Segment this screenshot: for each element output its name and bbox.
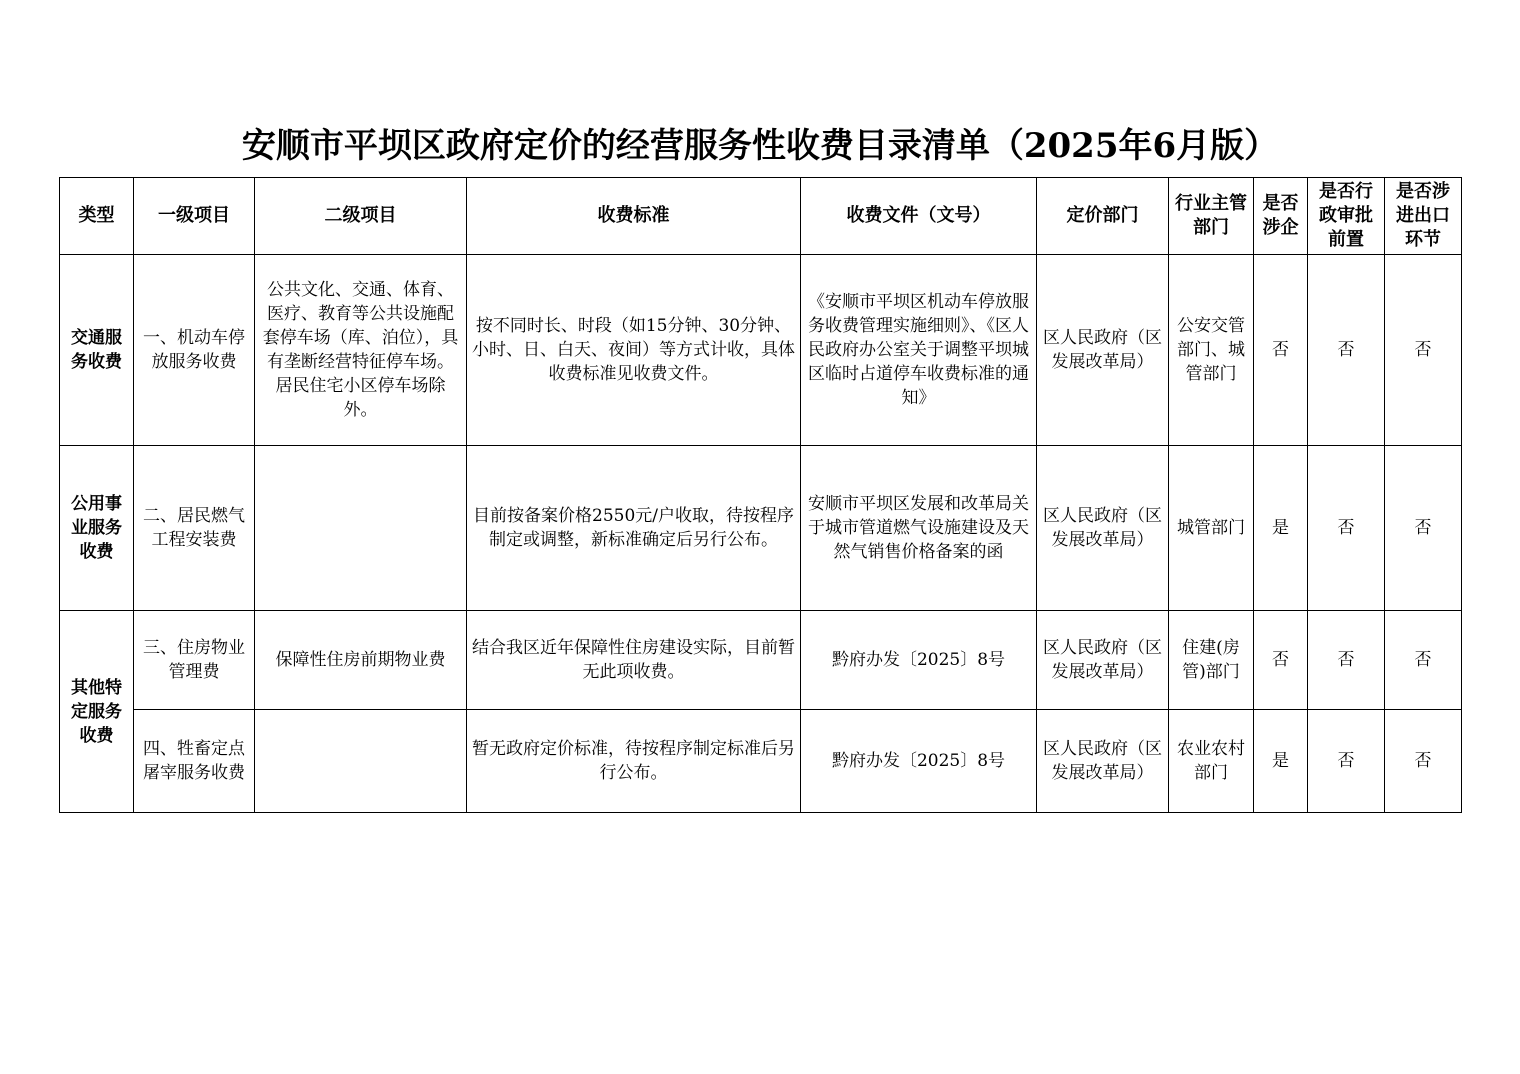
cell-enterprise: 否 bbox=[1254, 255, 1308, 446]
header-pricing-dept: 定价部门 bbox=[1037, 178, 1169, 255]
cell-standard: 结合我区近年保障性住房建设实际，目前暂无此项收费。 bbox=[467, 611, 801, 710]
cell-level2: 公共文化、交通、体育、医疗、教育等公共设施配套停车场（库、泊位），具有垄断经营特征停车场。居民住宅小区停车场除外。 bbox=[255, 255, 467, 446]
header-level1: 一级项目 bbox=[134, 178, 255, 255]
cell-admin-approval: 否 bbox=[1308, 611, 1385, 710]
cell-import-export: 否 bbox=[1385, 446, 1462, 611]
fee-table bbox=[59, 177, 1462, 813]
table-row bbox=[60, 446, 1462, 611]
cell-document: 《安顺市平坝区机动车停放服务收费管理实施细则》、《区人民政府办公室关于调整平坝城区临时占道停车收费标准的通知》 bbox=[801, 255, 1037, 446]
cell-standard: 目前按备案价格2550元/户收取，待按程序制定或调整，新标准确定后另行公布。 bbox=[467, 446, 801, 611]
category-utility: 公用事业服务收费 bbox=[60, 446, 134, 611]
cell-pricing-dept: 区人民政府（区发展改革局） bbox=[1037, 710, 1169, 813]
cell-industry-dept: 公安交管部门、城管部门 bbox=[1169, 255, 1254, 446]
cell-standard: 暂无政府定价标准，待按程序制定标准后另行公布。 bbox=[467, 710, 801, 813]
cell-import-export: 否 bbox=[1385, 710, 1462, 813]
cell-import-export: 否 bbox=[1385, 611, 1462, 710]
document-title: 安顺市平坝区政府定价的经营服务性收费目录清单（2025年6月版） bbox=[241, 126, 1279, 166]
cell-enterprise: 否 bbox=[1254, 611, 1308, 710]
cell-pricing-dept: 区人民政府（区发展改革局） bbox=[1037, 611, 1169, 710]
header-admin-approval: 是否行政审批前置 bbox=[1308, 178, 1385, 255]
cell-level1: 四、牲畜定点屠宰服务收费 bbox=[134, 710, 255, 813]
cell-enterprise: 是 bbox=[1254, 710, 1308, 813]
cell-level1: 三、住房物业管理费 bbox=[134, 611, 255, 710]
cell-industry-dept: 城管部门 bbox=[1169, 446, 1254, 611]
header-import-export: 是否涉进出口环节 bbox=[1385, 178, 1462, 255]
cell-import-export: 否 bbox=[1385, 255, 1462, 446]
header-enterprise: 是否涉企 bbox=[1254, 178, 1308, 255]
cell-standard: 按不同时长、时段（如15分钟、30分钟、小时、日、白天、夜间）等方式计收，具体收费标准见收费文件。 bbox=[467, 255, 801, 446]
header-document: 收费文件（文号） bbox=[801, 178, 1037, 255]
cell-admin-approval: 否 bbox=[1308, 255, 1385, 446]
header-industry-dept: 行业主管部门 bbox=[1169, 178, 1254, 255]
category-other: 其他特定服务收费 bbox=[60, 611, 134, 813]
cell-level1: 二、居民燃气工程安装费 bbox=[134, 446, 255, 611]
cell-level2 bbox=[255, 446, 467, 611]
cell-pricing-dept: 区人民政府（区发展改革局） bbox=[1037, 446, 1169, 611]
cell-admin-approval: 否 bbox=[1308, 446, 1385, 611]
header-standard: 收费标准 bbox=[467, 178, 801, 255]
cell-pricing-dept: 区人民政府（区发展改革局） bbox=[1037, 255, 1169, 446]
header-level2: 二级项目 bbox=[255, 178, 467, 255]
cell-industry-dept: 农业农村部门 bbox=[1169, 710, 1254, 813]
cell-admin-approval: 否 bbox=[1308, 710, 1385, 813]
cell-enterprise: 是 bbox=[1254, 446, 1308, 611]
cell-level1: 一、机动车停放服务收费 bbox=[134, 255, 255, 446]
table-row bbox=[60, 611, 1462, 710]
cell-level2 bbox=[255, 710, 467, 813]
cell-document: 黔府办发〔2025〕8号 bbox=[801, 611, 1037, 710]
cell-industry-dept: 住建(房管)部门 bbox=[1169, 611, 1254, 710]
cell-level2: 保障性住房前期物业费 bbox=[255, 611, 467, 710]
cell-document: 安顺市平坝区发展和改革局关于城市管道燃气设施建设及天然气销售价格备案的函 bbox=[801, 446, 1037, 611]
cell-document: 黔府办发〔2025〕8号 bbox=[801, 710, 1037, 813]
table-row bbox=[60, 255, 1462, 446]
header-type: 类型 bbox=[60, 178, 134, 255]
table-header-row bbox=[60, 178, 1462, 255]
category-traffic: 交通服务收费 bbox=[60, 255, 134, 446]
table-row bbox=[60, 710, 1462, 813]
